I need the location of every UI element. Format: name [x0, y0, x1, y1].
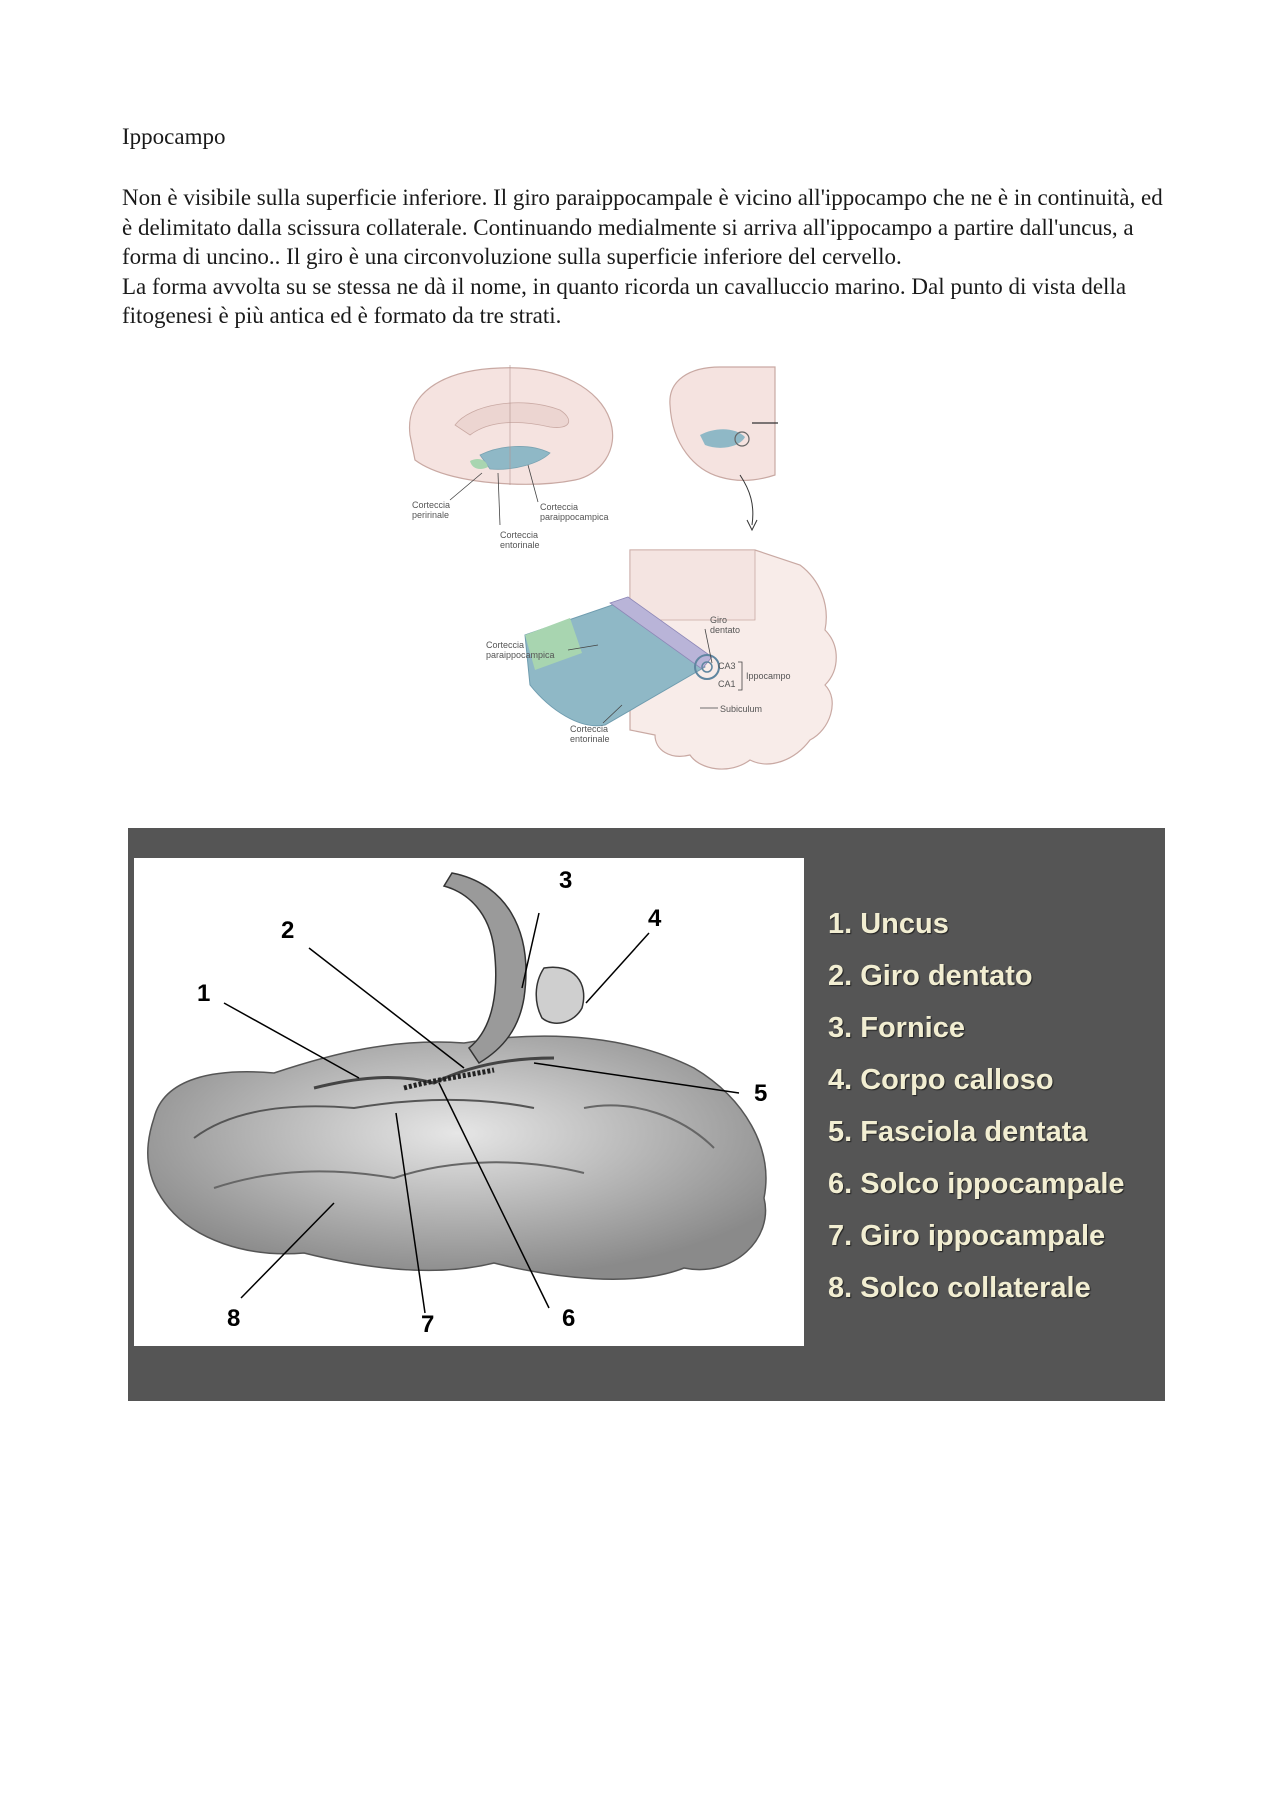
label-ca1: CA1 — [718, 679, 736, 689]
legend-item: 6. Solco ippocampale — [828, 1168, 1125, 1200]
figure-legend — [828, 898, 1125, 1314]
document-title: Ippocampo — [122, 124, 226, 149]
legend-item: 4. Corpo calloso — [828, 1064, 1054, 1096]
coronal-section-view — [670, 367, 778, 530]
label-subiculum: Subiculum — [720, 704, 763, 714]
label-entorhinal-block-2: entorinale — [570, 734, 610, 744]
fornix-shape — [444, 873, 526, 1063]
hippocampus-labeled-figure — [128, 828, 1165, 1401]
label-entorhinal: Corteccia — [500, 530, 539, 540]
number-8: 8 — [227, 1305, 241, 1332]
medial-brain-view — [410, 365, 613, 485]
number-6: 6 — [562, 1305, 576, 1332]
document-body — [122, 183, 1172, 331]
label-parahippocampal: Corteccia — [540, 502, 579, 512]
label-parahippocampal-block-2: paraippocampica — [486, 650, 555, 660]
label-perirhinal: Corteccia — [412, 500, 451, 510]
paragraph-2: La forma avvolta su se stessa ne dà il nome, in quanto ricorda un cavalluccio marino. Dal punto di vista della fitogenesi è più antica ed è formato da tre strati. — [122, 273, 1127, 328]
hippocampus-diagram — [400, 365, 900, 785]
number-2: 2 — [281, 917, 295, 944]
number-4: 4 — [648, 905, 662, 932]
label-dentate-gyrus: Giro — [710, 615, 728, 625]
label-entorhinal-2: entorinale — [500, 540, 540, 550]
label-dentate-gyrus-2: dentato — [710, 625, 741, 635]
legend-item: 5. Fasciola dentata — [828, 1116, 1088, 1148]
legend-item: 3. Fornice — [828, 1012, 965, 1044]
brain-tissue — [148, 1036, 766, 1279]
legend-item: 7. Giro ippocampale — [828, 1220, 1106, 1252]
legend-item: 8. Solco collaterale — [828, 1272, 1091, 1304]
label-entorhinal-block: Corteccia — [570, 724, 609, 734]
label-perirhinal-2: peririnale — [412, 510, 450, 520]
number-1: 1 — [197, 980, 211, 1007]
label-parahippocampal-2: paraippocampica — [540, 512, 609, 522]
number-3: 3 — [559, 867, 573, 894]
hippocampus-illustration — [134, 858, 804, 1346]
corpus-callosum-shape — [536, 967, 583, 1023]
legend-item: 2. Giro dentato — [828, 960, 1033, 992]
paragraph-1: Non è visibile sulla superficie inferiore. Il giro paraippocampale è vicino all'ippocampo che ne è in continuità, ed è delimitato dalla scissura collaterale. Continuando medialmente si arriva all'ippocampo a partire dall'uncus, a forma di uncino.. Il giro è una circonvoluzione sulla superficie inferiore del cervello. — [122, 185, 1163, 269]
label-ca3: CA3 — [718, 661, 736, 671]
number-7: 7 — [421, 1311, 435, 1338]
label-hippocampus: Ippocampo — [746, 671, 791, 681]
number-5: 5 — [754, 1080, 768, 1107]
legend-item: 1. Uncus — [828, 908, 949, 940]
label-parahippocampal-block: Corteccia — [486, 640, 525, 650]
